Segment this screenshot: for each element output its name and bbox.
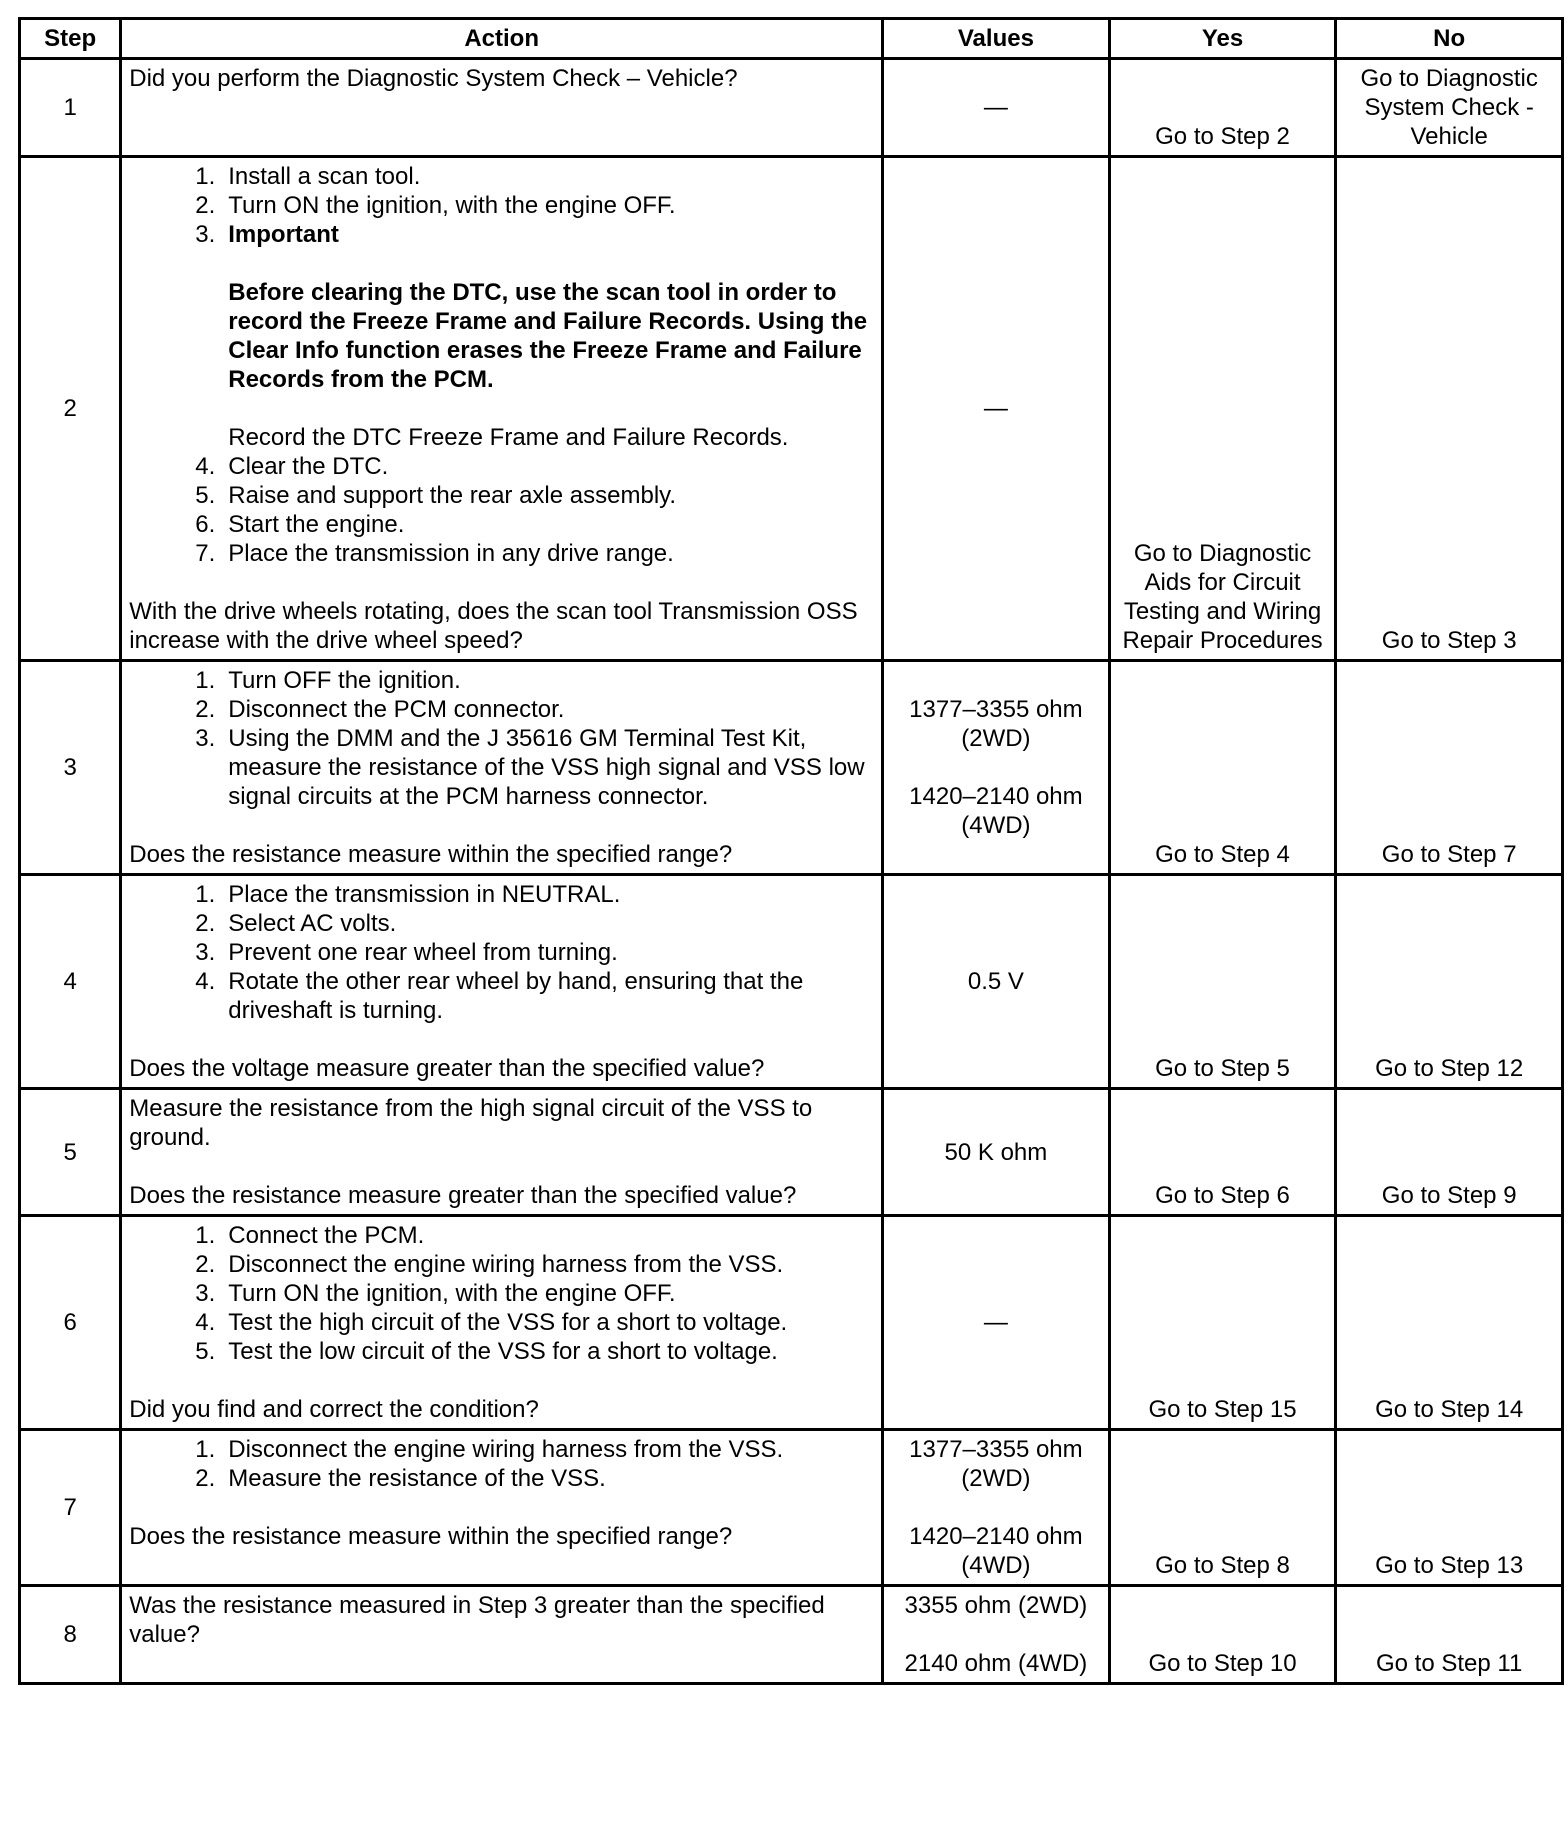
table-row [20,875,1563,1089]
list-item: 2 . Turn ON the ignition, with the engine OFF. [129,191,874,220]
yes-cell: Go to Step 8 [1109,1430,1336,1586]
important-label: Important [228,221,339,248]
values-cell: — [883,1216,1110,1430]
record-instruction: Record the DTC Freeze Frame and Failure Records. [228,424,789,451]
list-item: 3 . Prevent one rear wheel from turning. [129,938,874,967]
column-header-action: Action [121,19,883,59]
action-cell [121,59,883,157]
step-number: 5 [20,1089,121,1216]
yes-cell: Go to Step 15 [1109,1216,1336,1430]
table-row [20,59,1563,157]
table-row [20,1430,1563,1586]
list-item: 1 . Turn OFF the ignition. [129,666,874,695]
column-header-yes: Yes [1109,19,1336,59]
action-cell [121,875,883,1089]
list-item: 2 . Select AC volts. [129,909,874,938]
action-cell [121,1430,883,1586]
table-row [20,1216,1563,1430]
list-item: 2 . Measure the resistance of the VSS. [129,1464,874,1493]
no-cell: Go to Step 12 [1336,875,1563,1089]
question-text: Does the resistance measure within the specified range? [129,841,733,868]
action-cell [121,1089,883,1216]
list-item: 5 . Raise and support the rear axle assembly. [129,481,874,510]
no-cell: Go to Step 9 [1336,1089,1563,1216]
question-text: Does the resistance measure within the specified range? [129,1523,733,1550]
yes-cell: Go to Step 4 [1109,661,1336,875]
list-item: 4 . Clear the DTC. [129,452,874,481]
instruction-list [129,162,874,249]
yes-cell: Go to Step 10 [1109,1586,1336,1684]
diagnostic-table [18,17,1564,1685]
value-4wd: 1420–2140 ohm (4WD) [909,783,1083,839]
question-text: Did you find and correct the condition? [129,1396,539,1423]
no-cell: Go to Step 13 [1336,1430,1563,1586]
action-cell [121,1586,883,1684]
table-row [20,157,1563,661]
step-number: 7 [20,1430,121,1586]
value-2wd: 1377–3355 ohm (2WD) [909,696,1083,752]
column-header-step: Step [20,19,121,59]
question-text: Does the voltage measure greater than the specified value? [129,1055,765,1082]
values-cell: — [883,59,1110,157]
list-item: 6 . Start the engine. [129,510,874,539]
step-number: 4 [20,875,121,1089]
column-header-values: Values [883,19,1110,59]
step-number: 2 [20,157,121,661]
yes-cell: Go to Step 2 [1109,59,1336,157]
important-note: Before clearing the DTC, use the scan tool in order to record the Freeze Frame and Failure Records. Using the Clear Info function erases the Freeze Frame and Failure Records from the PCM. [228,279,868,393]
list-item: 3 . Using the DMM and the J 35616 GM Terminal Test Kit, measure the resistance of the VSS high signal and VSS low signal circuits at the PCM harness connector. [129,724,874,811]
value-2wd: 1377–3355 ohm (2WD) [909,1436,1083,1492]
yes-cell: Go to Step 5 [1109,875,1336,1089]
instruction-list [129,1435,874,1493]
values-cell [883,1430,1110,1586]
yes-cell: Go to Step 6 [1109,1089,1336,1216]
table-row [20,1586,1563,1684]
instruction-list [129,880,874,1025]
list-item: 4 . Rotate the other rear wheel by hand, ensuring that the driveshaft is turning. [129,967,874,1025]
no-cell: Go to Diagnostic System Check - Vehicle [1336,59,1563,157]
question-text: Was the resistance measured in Step 3 greater than the specified value? [129,1592,825,1648]
action-cell [121,661,883,875]
list-item: 1 . Install a scan tool. [129,162,874,191]
instruction-list [129,1221,874,1366]
values-cell: — [883,157,1110,661]
value-4wd: 1420–2140 ohm (4WD) [909,1523,1083,1579]
table-header-row [20,19,1563,59]
action-cell [121,157,883,661]
list-item: 7 . Place the transmission in any drive range. [129,539,874,568]
list-item: 2 . Disconnect the engine wiring harness from the VSS. [129,1250,874,1279]
question-text: With the drive wheels rotating, does the scan tool Transmission OSS increase with the drive wheel speed? [129,598,858,654]
values-cell: 0.5 V [883,875,1110,1089]
values-cell [883,661,1110,875]
action-cell [121,1216,883,1430]
question-text: Did you perform the Diagnostic System Check – Vehicle? [129,65,738,92]
instruction-text: Measure the resistance from the high signal circuit of the VSS to ground. [129,1095,813,1151]
no-cell: Go to Step 7 [1336,661,1563,875]
list-item: 3 . Turn ON the ignition, with the engine OFF. [129,1279,874,1308]
question-text: Does the resistance measure greater than the specified value? [129,1182,797,1209]
step-number: 3 [20,661,121,875]
list-item: 1 . Place the transmission in NEUTRAL. [129,880,874,909]
instruction-list [129,666,874,811]
list-item: 4 . Test the high circuit of the VSS for a short to voltage. [129,1308,874,1337]
step-number: 1 [20,59,121,157]
list-item: 5 . Test the low circuit of the VSS for a short to voltage. [129,1337,874,1366]
list-item: 1 . Connect the PCM. [129,1221,874,1250]
yes-cell: Go to Diagnostic Aids for Circuit Testing and Wiring Repair Procedures [1109,157,1336,661]
instruction-list [129,452,874,568]
no-cell: Go to Step 3 [1336,157,1563,661]
list-item: 2 . Disconnect the PCM connector. [129,695,874,724]
no-cell: Go to Step 11 [1336,1586,1563,1684]
list-item: 1 . Disconnect the engine wiring harness from the VSS. [129,1435,874,1464]
column-header-no: No [1336,19,1563,59]
value-4wd: 2140 ohm (4WD) [904,1650,1088,1677]
list-item: 3 . Important [129,220,874,249]
diagnostic-document [18,17,1564,1685]
values-cell [883,1586,1110,1684]
step-number: 8 [20,1586,121,1684]
step-number: 6 [20,1216,121,1430]
values-cell: 50 K ohm [883,1089,1110,1216]
table-row [20,1089,1563,1216]
no-cell: Go to Step 14 [1336,1216,1563,1430]
table-row [20,661,1563,875]
value-2wd: 3355 ohm (2WD) [904,1592,1088,1619]
